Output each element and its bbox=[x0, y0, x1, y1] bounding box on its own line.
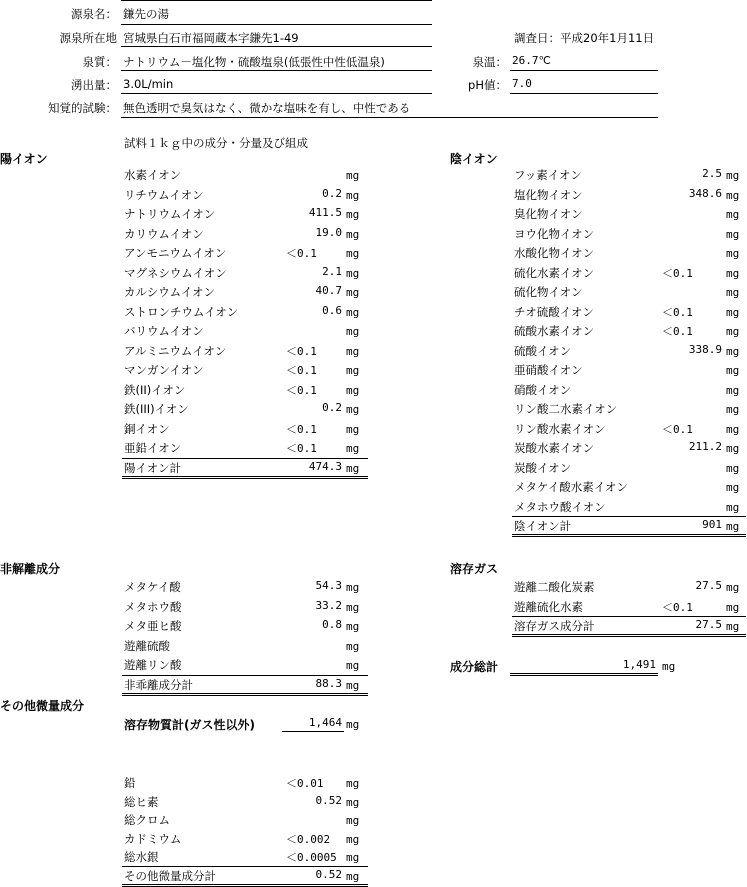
sample-title: 試料１ｋｇ中の成分・分量及び組成 bbox=[124, 136, 308, 150]
header-label: 泉質： bbox=[82, 55, 117, 69]
unit-label: mg bbox=[726, 227, 740, 241]
grand-total-rule bbox=[510, 673, 658, 674]
component-name: マグネシウムイオン bbox=[124, 265, 227, 280]
dissolved_gas-last-rule bbox=[512, 616, 746, 617]
component-name: 銅イオン bbox=[124, 421, 170, 436]
component-name: 炭酸イオン bbox=[514, 460, 572, 475]
component-name: メタケイ酸水素イオン bbox=[514, 480, 628, 494]
component-name: ナトリウムイオン bbox=[124, 207, 216, 221]
below-detection-value: ＜0.1 bbox=[286, 247, 317, 260]
unit-label: mg bbox=[346, 188, 360, 202]
component-name: メタ亜ヒ酸 bbox=[124, 619, 182, 633]
below-detection-value: ＜0.1 bbox=[662, 325, 693, 338]
nondissociated-last-rule bbox=[122, 675, 368, 676]
component-name: 鉛 bbox=[124, 776, 136, 790]
below-detection-value: ＜0.1 bbox=[662, 422, 693, 436]
component-name: 総ヒ素 bbox=[124, 794, 159, 809]
header-value: 無色透明で臭気はなく、微かな塩味を有し、中性である bbox=[123, 101, 411, 115]
grand-total-label: 成分総計 bbox=[450, 660, 499, 674]
unit-label: mg bbox=[346, 639, 360, 653]
component-name: リン酸水素イオン bbox=[514, 421, 606, 436]
component-name: 総水銀 bbox=[124, 850, 159, 864]
unit-label: mg bbox=[726, 247, 740, 260]
unit-label: mg bbox=[346, 422, 360, 436]
below-detection-value: ＜0.1 bbox=[286, 422, 317, 436]
header-label: 源泉名： bbox=[71, 7, 117, 21]
temperature-value: 26.7℃ bbox=[512, 54, 551, 67]
header-value: 3.0L/min bbox=[123, 77, 174, 91]
cations-title: 陽イオン bbox=[0, 152, 48, 166]
component-name: アンモニウムイオン bbox=[124, 246, 227, 260]
unit-label: mg bbox=[662, 660, 676, 673]
component-name: バリウムイオン bbox=[124, 324, 204, 338]
unit-label: mg bbox=[346, 325, 360, 338]
component-value: 19.0 bbox=[315, 225, 342, 239]
unit-label: mg bbox=[726, 364, 740, 377]
nondissociated-total-label: 非乖離成分計 bbox=[124, 677, 193, 692]
unit-label: mg bbox=[726, 383, 740, 397]
unit-label: mg bbox=[346, 461, 360, 475]
cations-total-rule bbox=[122, 478, 368, 479]
cations-total-rule bbox=[122, 476, 368, 477]
grand-total-rule bbox=[510, 675, 658, 676]
unit-label: mg bbox=[726, 208, 740, 221]
below-detection-value: ＜0.1 bbox=[662, 600, 693, 614]
component-name: 水素イオン bbox=[124, 168, 182, 182]
unit-label: mg bbox=[726, 520, 740, 533]
header-label: 湧出量： bbox=[71, 78, 117, 92]
header-value: ナトリウム－塩化物・硫酸塩泉(低張性中性低温泉) bbox=[123, 55, 385, 69]
trace-total-rule bbox=[122, 884, 368, 885]
unit-label: mg bbox=[346, 208, 360, 221]
solute-total-value: 1,464 bbox=[308, 716, 342, 729]
unit-label: mg bbox=[346, 600, 360, 614]
anions-total-value: 901 bbox=[702, 518, 722, 531]
anions-title: 陰イオン bbox=[450, 152, 498, 166]
component-name: 硝酸イオン bbox=[514, 382, 572, 397]
component-name: 硫化水素イオン bbox=[514, 265, 595, 280]
component-value: 348.6 bbox=[688, 186, 722, 200]
component-name: カドミウム bbox=[124, 831, 182, 846]
component-name: 鉄(III)イオン bbox=[124, 402, 189, 416]
nondissociated-total-value: 88.3 bbox=[315, 676, 342, 690]
unit-label: mg bbox=[726, 620, 740, 633]
unit-label: mg bbox=[726, 403, 740, 416]
solute-total-label: 溶存物質計(ガス性以外) bbox=[124, 718, 255, 732]
component-name: 硫化物イオン bbox=[514, 285, 583, 299]
unit-label: mg bbox=[726, 325, 740, 338]
unit-label: mg bbox=[726, 461, 740, 475]
component-name: アルミニウムイオン bbox=[124, 343, 227, 358]
component-value: 54.3 bbox=[315, 579, 342, 592]
dissolved_gas-title: 溶存ガス bbox=[450, 562, 499, 576]
unit-label: mg bbox=[346, 777, 360, 790]
dissolved_gas-total-rule bbox=[512, 634, 746, 635]
component-value: 0.6 bbox=[322, 303, 342, 317]
component-name: 硫酸水素イオン bbox=[514, 324, 595, 338]
header-rule bbox=[121, 46, 432, 47]
unit-label: mg bbox=[346, 869, 360, 883]
component-value: 0.8 bbox=[322, 618, 342, 631]
header-rule bbox=[121, 0, 432, 1]
component-name: 水酸化物イオン bbox=[514, 246, 595, 260]
anions-total-label: 陰イオン計 bbox=[514, 519, 572, 533]
grand-total-value: 1,491 bbox=[622, 658, 656, 671]
component-name: 遊離硫酸 bbox=[124, 638, 170, 653]
below-detection-value: ＜0.002 bbox=[286, 832, 331, 846]
component-name: メタケイ酸 bbox=[124, 580, 181, 594]
header-value: 鎌先の湯 bbox=[123, 7, 169, 21]
unit-label: mg bbox=[726, 188, 740, 202]
component-name: 総クロム bbox=[124, 813, 170, 827]
dissolved_gas-total-label: 溶存ガス成分計 bbox=[514, 619, 595, 633]
header-value: 宮城県白石市福岡蔵本字鎌先1-49 bbox=[123, 31, 299, 45]
unit-label: mg bbox=[346, 169, 360, 182]
component-value: 2.1 bbox=[322, 264, 342, 278]
component-value: 2.5 bbox=[702, 167, 722, 180]
component-name: カリウムイオン bbox=[124, 226, 204, 241]
anions-total-rule bbox=[512, 536, 746, 537]
component-name: 硫酸イオン bbox=[514, 343, 572, 358]
nondissociated-total-rule bbox=[122, 695, 368, 696]
unit-label: mg bbox=[726, 286, 740, 299]
unit-label: mg bbox=[726, 500, 740, 514]
header-rule bbox=[121, 93, 432, 94]
below-detection-value: ＜0.1 bbox=[662, 266, 693, 280]
below-detection-value: ＜0.1 bbox=[286, 344, 317, 358]
temperature-rule bbox=[510, 70, 658, 71]
component-value: 211.2 bbox=[688, 440, 722, 453]
unit-label: mg bbox=[346, 678, 360, 692]
unit-label: mg bbox=[346, 383, 360, 397]
unit-label: mg bbox=[726, 442, 740, 455]
component-name: 亜鉛イオン bbox=[124, 441, 182, 455]
trace-title: その他微量成分 bbox=[0, 699, 85, 713]
component-value: 338.9 bbox=[688, 342, 722, 356]
component-value: 0.2 bbox=[322, 186, 342, 200]
component-name: マンガンイオン bbox=[124, 363, 204, 377]
component-name: 遊離硫化水素 bbox=[514, 599, 583, 614]
unit-label: mg bbox=[726, 344, 740, 358]
ph-rule bbox=[510, 93, 658, 94]
unit-label: mg bbox=[346, 305, 360, 319]
component-name: ヨウ化物イオン bbox=[514, 226, 595, 241]
unit-label: mg bbox=[346, 266, 360, 280]
header-label: 知覚的試験： bbox=[48, 101, 117, 115]
unit-label: mg bbox=[726, 581, 740, 594]
dissolved_gas-total-rule bbox=[512, 636, 746, 637]
below-detection-value: ＜0.1 bbox=[286, 364, 317, 377]
trace-total-rule bbox=[122, 886, 368, 887]
dissolved_gas-total-value: 27.5 bbox=[695, 618, 722, 631]
unit-label: mg bbox=[346, 227, 360, 241]
solute-total-rule bbox=[282, 731, 344, 732]
component-value: 40.7 bbox=[315, 284, 342, 297]
below-detection-value: ＜0.01 bbox=[286, 777, 324, 790]
unit-label: mg bbox=[726, 600, 740, 614]
component-name: リン酸二水素イオン bbox=[514, 402, 618, 416]
unit-label: mg bbox=[346, 344, 360, 358]
below-detection-value: ＜0.1 bbox=[286, 442, 317, 455]
unit-label: mg bbox=[726, 305, 740, 319]
unit-label: mg bbox=[346, 364, 360, 377]
header-rule bbox=[121, 70, 432, 71]
component-value: 0.2 bbox=[322, 401, 342, 414]
trace-total-value: 0.52 bbox=[315, 867, 342, 881]
survey-date: 調査日：平成20年1月11日 bbox=[514, 31, 655, 45]
unit-label: mg bbox=[726, 481, 740, 494]
component-name: ストロンチウムイオン bbox=[124, 304, 239, 319]
temperature-label: 泉温： bbox=[472, 55, 507, 69]
component-name: 亜硝酸イオン bbox=[514, 363, 583, 377]
component-value: 411.5 bbox=[308, 206, 342, 219]
component-name: チオ硫酸イオン bbox=[514, 304, 594, 319]
trace-total-label: その他微量成分計 bbox=[124, 868, 216, 883]
component-name: 臭化物イオン bbox=[514, 207, 583, 221]
unit-label: mg bbox=[726, 169, 740, 182]
component-name: メタホウ酸イオン bbox=[514, 499, 606, 514]
unit-label: mg bbox=[346, 403, 360, 416]
unit-label: mg bbox=[346, 442, 360, 455]
cations-last-rule bbox=[122, 458, 368, 459]
component-name: 炭酸水素イオン bbox=[514, 441, 595, 455]
component-name: 塩化物イオン bbox=[514, 187, 583, 202]
component-name: フッ素イオン bbox=[514, 168, 582, 182]
unit-label: mg bbox=[346, 718, 360, 731]
header-label: 源泉所在地 bbox=[59, 31, 117, 45]
below-detection-value: ＜0.0005 bbox=[286, 851, 337, 864]
unit-label: mg bbox=[346, 814, 360, 827]
ph-label: pH値： bbox=[468, 78, 507, 92]
below-detection-value: ＜0.1 bbox=[286, 383, 317, 397]
unit-label: mg bbox=[726, 422, 740, 436]
unit-label: mg bbox=[346, 851, 360, 864]
nondissociated-title: 非解離成分 bbox=[0, 562, 61, 576]
unit-label: mg bbox=[346, 832, 360, 846]
component-value: 0.52 bbox=[315, 793, 342, 807]
unit-label: mg bbox=[346, 247, 360, 260]
component-name: カルシウムイオン bbox=[124, 285, 216, 299]
unit-label: mg bbox=[726, 266, 740, 280]
component-name: リチウムイオン bbox=[124, 187, 204, 202]
unit-label: mg bbox=[346, 620, 360, 633]
component-name: 遊離リン酸 bbox=[124, 658, 182, 672]
unit-label: mg bbox=[346, 659, 360, 672]
unit-label: mg bbox=[346, 581, 360, 594]
below-detection-value: ＜0.1 bbox=[662, 305, 693, 319]
component-name: 遊離二酸化炭素 bbox=[514, 580, 595, 594]
component-value: 27.5 bbox=[695, 579, 722, 592]
ph-value: 7.0 bbox=[512, 77, 532, 90]
component-name: メタホウ酸 bbox=[124, 599, 182, 614]
component-value: 33.2 bbox=[315, 598, 342, 612]
header-rule bbox=[121, 117, 658, 118]
nondissociated-total-rule bbox=[122, 693, 368, 694]
unit-label: mg bbox=[346, 286, 360, 299]
cations-total-label: 陽イオン計 bbox=[124, 460, 182, 475]
anions-total-rule bbox=[512, 534, 746, 535]
header-rule bbox=[121, 24, 432, 25]
anions-last-rule bbox=[512, 516, 746, 517]
unit-label: mg bbox=[346, 795, 360, 809]
component-name: 鉄(II)イオン bbox=[124, 382, 186, 397]
trace-last-rule bbox=[122, 866, 368, 867]
cations-total-value: 474.3 bbox=[308, 459, 342, 473]
